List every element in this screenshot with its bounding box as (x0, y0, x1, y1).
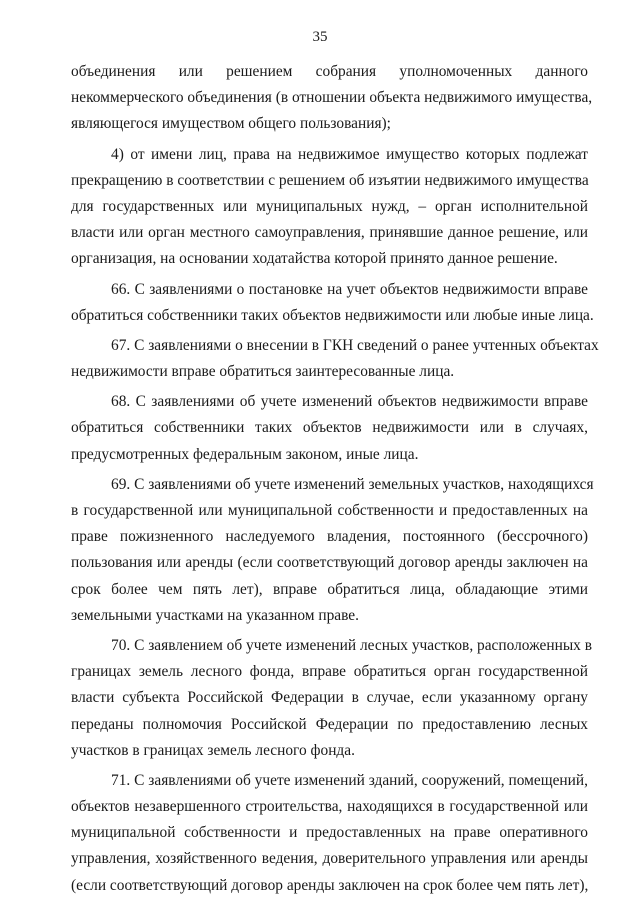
text-line: праве пожизненного наследуемого владения, постоянного (бессрочного) (71, 528, 588, 546)
paragraph-item-4 (71, 142, 588, 273)
text-line: срок более чем пять лет), вправе обратиться лица, обладающие этими (71, 580, 588, 598)
text-line: участков в границах земель лесного фонда. (71, 741, 355, 759)
text-line: 67. С заявлениями о внесении в ГКН сведений о ранее учтенных объектах (111, 336, 599, 354)
text-line: (если соответствующий договор аренды заключен на срок более чем пять лет), (71, 876, 589, 894)
paragraph-68 (71, 389, 588, 468)
text-line: власти или орган местного самоуправления, принявшие данное решение, или (71, 224, 588, 242)
paragraph-70 (71, 633, 592, 764)
paragraph-continuation (71, 59, 593, 138)
text-line: обратиться собственники таких объектов недвижимости или любые иные лица. (71, 306, 594, 324)
text-line: пользования или аренды (если соответствующий договор аренды заключен на (71, 554, 588, 572)
text-line: объединения или решением собрания уполномоченных данного (71, 63, 588, 80)
text-line: недвижимости вправе обратиться заинтересованные лица. (71, 363, 455, 381)
text-line: 71. С заявлениями об учете изменений зданий, сооружений, помещений, (111, 771, 588, 789)
text-line: для государственных или муниципальных нужд, – орган исполнительной (71, 197, 588, 215)
text-line: 69. С заявлениями об учете изменений земельных участков, находящихся (111, 475, 594, 493)
paragraph-69 (71, 472, 594, 629)
text-line: в государственной или муниципальной собственности и предоставленных на (71, 502, 588, 519)
text-line: 70. С заявлением об учете изменений лесных участков, расположенных в (111, 636, 592, 654)
text-line: муниципальной собственности и предоставленных на праве оперативного (71, 824, 588, 842)
text-line: границах земель лесного фонда, вправе обратиться орган государственной (71, 663, 588, 681)
text-line: прекращению в соответствии с решением об изъятии недвижимого имущества (71, 171, 589, 189)
text-line: некоммерческого объединения (в отношении объекта недвижимого имущества, (71, 89, 593, 107)
paragraph-67 (71, 333, 599, 385)
text-line: объектов незавершенного строительства, находящихся в государственной или (71, 798, 588, 816)
text-line: организация, на основании ходатайства которой принято данное решение. (71, 250, 558, 268)
document-body (71, 59, 599, 899)
page-number: 35 (312, 29, 328, 45)
text-line: переданы полномочия Российской Федерации по предоставлению лесных (71, 715, 588, 733)
text-line: власти субъекта Российской Федерации в случае, если указанному органу (71, 689, 588, 707)
text-line: земельными участками на указанном праве. (71, 606, 359, 624)
text-line: предусмотренных федеральным законом, иные лица. (71, 445, 419, 463)
paragraph-71 (71, 768, 588, 899)
text-line: обратиться собственники таких объектов недвижимости или в случаях, (71, 419, 588, 437)
text-line: 68. С заявлениями об учете изменений объектов недвижимости вправе (111, 393, 588, 411)
paragraph-66 (71, 277, 594, 329)
text-line: управления, хозяйственного ведения, доверительного управления или аренды (71, 850, 588, 868)
text-line: 66. С заявлениями о постановке на учет объектов недвижимости вправе (111, 280, 588, 298)
text-line: 4) от имени лиц, права на недвижимое имущество которых подлежат (111, 145, 588, 163)
text-line: являющегося имуществом общего пользования); (71, 115, 391, 133)
